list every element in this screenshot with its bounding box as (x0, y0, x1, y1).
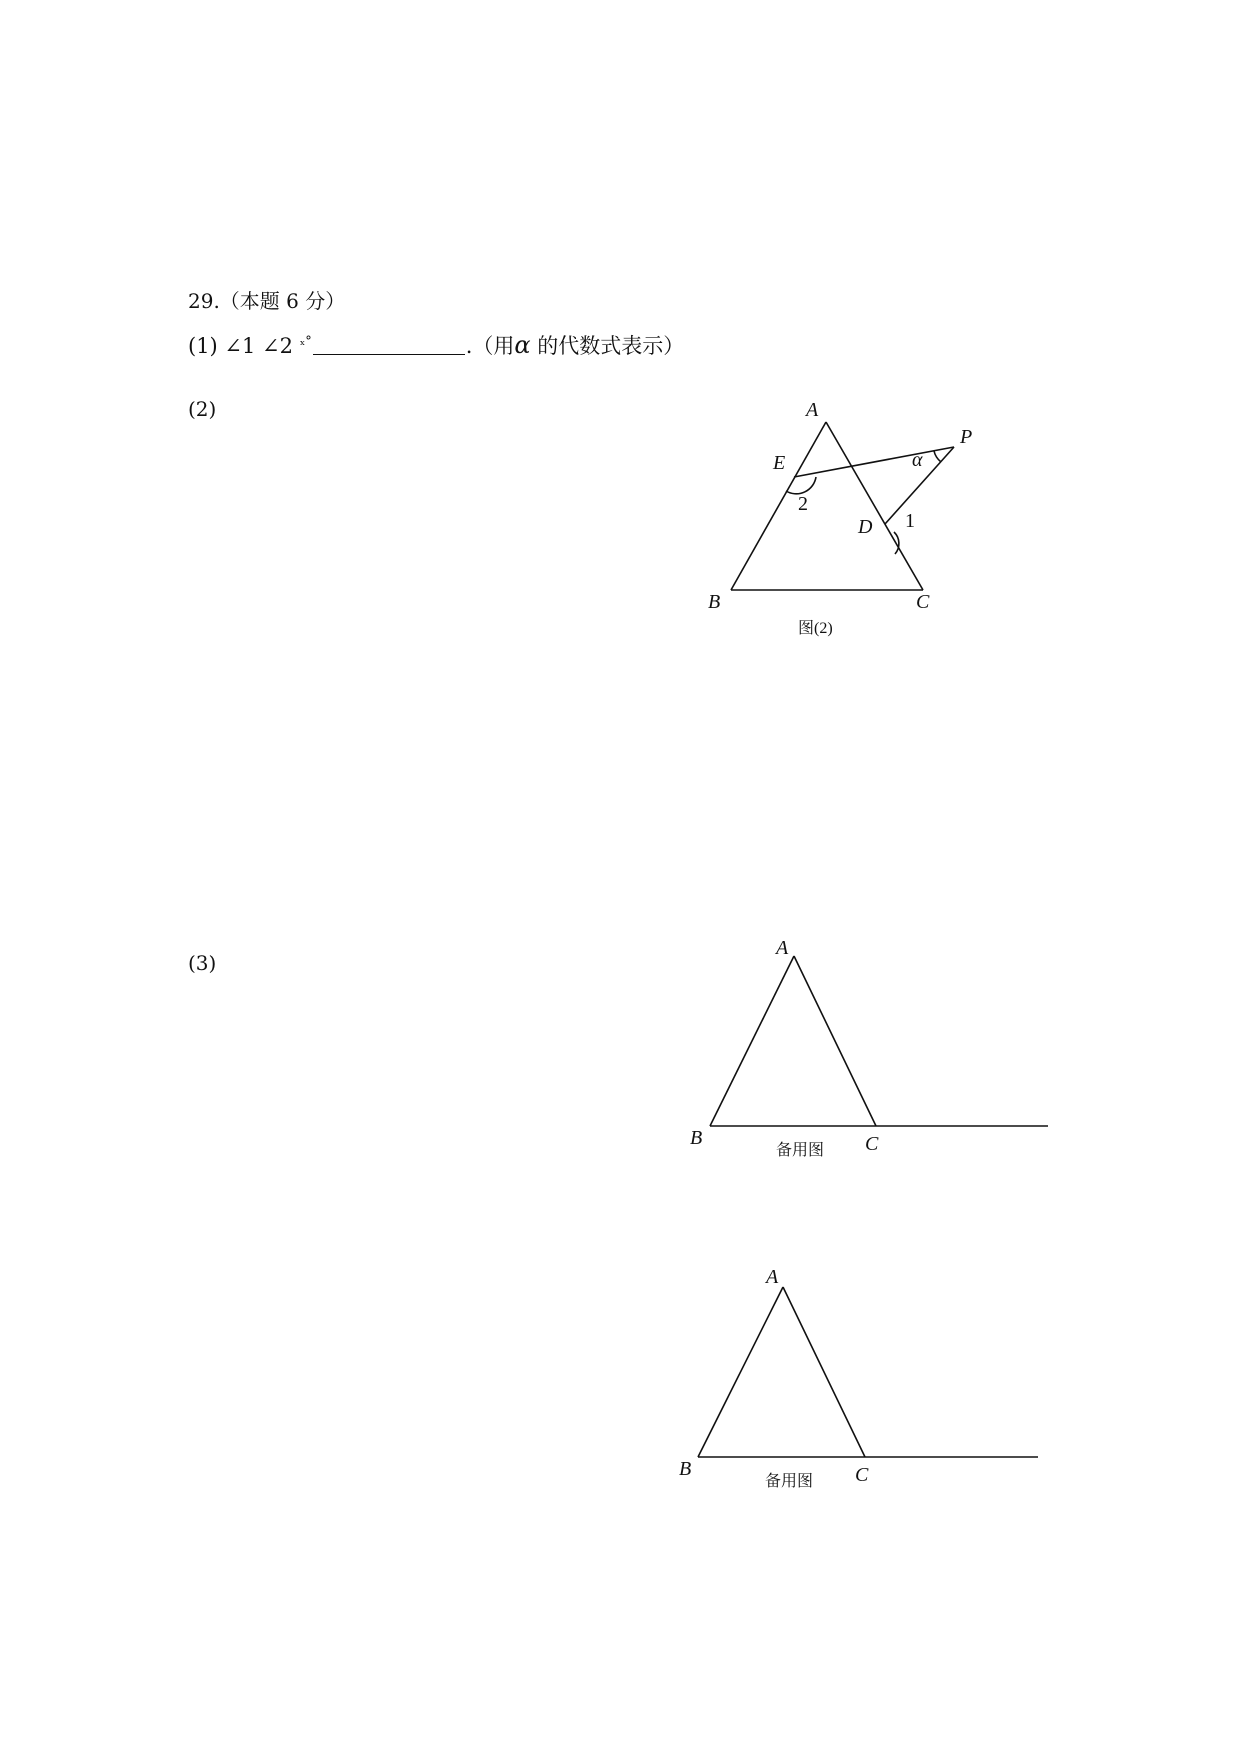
part1-prompt (188, 330, 684, 360)
figure-2 (690, 390, 990, 650)
angle-alpha-arc (934, 451, 941, 462)
angle-2-label: 2 (798, 493, 808, 515)
point-a-label: A (806, 399, 819, 421)
point-c-label: C (916, 591, 930, 613)
segment-ep (794, 447, 954, 477)
point-b-label: B (690, 1127, 703, 1149)
side-ab (698, 1287, 783, 1457)
point-d-label: D (858, 516, 873, 538)
part1-prefix: (1) ∠1 ∠2 (188, 334, 300, 358)
point-a-label: A (776, 937, 789, 959)
point-c-label: C (865, 1133, 879, 1155)
point-e-label: E (773, 452, 786, 474)
question-title: 29.（本题 6 分） (188, 289, 346, 313)
side-ac (783, 1287, 865, 1457)
point-p-label: P (960, 426, 973, 448)
spare-figure-1-caption: 备用图 (776, 1142, 825, 1159)
part1-suffix: .（用 (465, 334, 515, 358)
side-ab (731, 422, 826, 590)
point-a-label: A (766, 1266, 779, 1288)
angle-1-label: 1 (905, 510, 915, 532)
side-ab (710, 956, 794, 1126)
part2-label: (2) (188, 397, 217, 421)
angle-alpha-label: α (912, 449, 923, 471)
spare-figure-2-caption: 备用图 (765, 1473, 814, 1490)
part3-label: (3) (188, 951, 217, 975)
figure-2-caption: 图(2) (798, 620, 833, 637)
point-b-label: B (679, 1458, 692, 1480)
part1-garbled-mark: ₓ° (299, 334, 312, 349)
side-ac (826, 422, 923, 590)
answer-blank[interactable] (313, 334, 465, 355)
point-c-label: C (855, 1464, 869, 1486)
point-b-label: B (708, 591, 721, 613)
alpha-symbol: α (514, 331, 531, 359)
spare-figure-2 (679, 1265, 1050, 1505)
spare-figure-1 (690, 937, 1060, 1160)
part1-tail: 的代数式表示） (530, 334, 685, 358)
side-ac (794, 956, 876, 1126)
